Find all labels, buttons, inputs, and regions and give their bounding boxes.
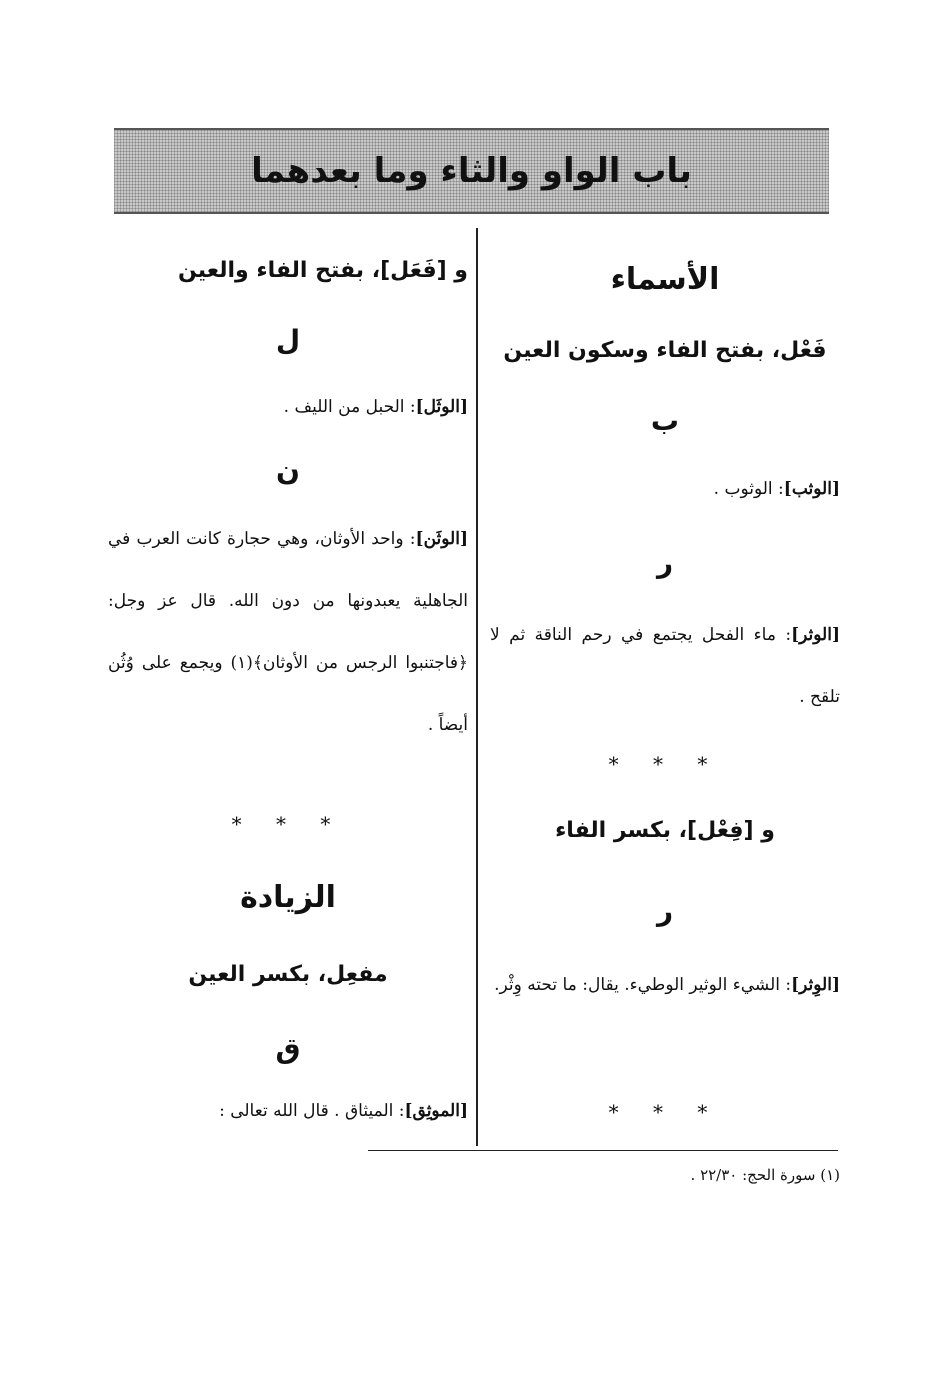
pattern-heading-fil: و [فِعْل]، بكسر الفاء (555, 818, 775, 843)
entry-term: [الموثِق] (404, 1101, 468, 1121)
letter-heading-n: ن (276, 454, 300, 487)
pattern-heading-mafil: مفعِل، بكسر العين (188, 962, 388, 987)
entry-definition: : واحد الأوثان، وهي حجارة كانت العرب في الجاهلية يعبدونها من دون الله. قال عز وجل: ﴿فاجتنبوا الرجس من الأوثان﴾(١) ويجمع على وُثُن أيضاً . (108, 529, 468, 735)
column-divider (476, 228, 478, 1146)
entry-definition: : الشيء الوثير الوطيء. يقال: ما تحته وِثْر. (494, 975, 792, 995)
entry-term: [الوثَل] (415, 397, 468, 417)
letter-heading-q: ق (275, 1032, 301, 1065)
entry-term: [الوثب] (783, 479, 840, 499)
entry-term: [الوثر] (791, 625, 840, 645)
entry-mawthiq (108, 1080, 468, 1142)
pattern-heading-faal: و [فَعَل]، بفتح الفاء والعين (178, 258, 468, 283)
letter-heading-b: ب (650, 404, 680, 437)
entry-wathal (108, 376, 468, 438)
chapter-banner (114, 128, 829, 214)
footnote: (١) سورة الحج: ٢٢/٣٠ . (690, 1166, 840, 1184)
section-title-additions: الزيادة (240, 880, 336, 915)
entry-term: [الوثَن] (415, 529, 468, 549)
section-separator: * * * (608, 1100, 722, 1124)
entry-term: [الوِثر] (791, 975, 840, 995)
entry-definition: : ماء الفحل يجتمع في رحم الناقة ثم لا تلقح . (490, 625, 840, 707)
section-title-nouns: الأسماء (610, 262, 720, 297)
entry-wathb (490, 458, 840, 520)
entry-wathr (490, 604, 840, 728)
entry-wathan (108, 508, 468, 756)
entry-definition: : الميثاق . قال الله تعالى : (219, 1101, 405, 1121)
section-separator: * * * (231, 812, 345, 836)
section-separator: * * * (608, 752, 722, 776)
letter-heading-l: ل (275, 324, 301, 357)
entry-definition: : الوثوب . (713, 479, 784, 499)
pattern-heading-fal: فَعْل، بفتح الفاء وسكون العين (503, 338, 827, 363)
letter-heading-r: ر (656, 894, 674, 927)
footnote-rule (368, 1150, 838, 1151)
entry-definition: : الحبل من الليف . (283, 397, 416, 417)
entry-withr (490, 954, 840, 1016)
letter-heading-r: ر (656, 546, 674, 579)
chapter-title: باب الواو والثاء وما بعدهما (251, 151, 692, 191)
